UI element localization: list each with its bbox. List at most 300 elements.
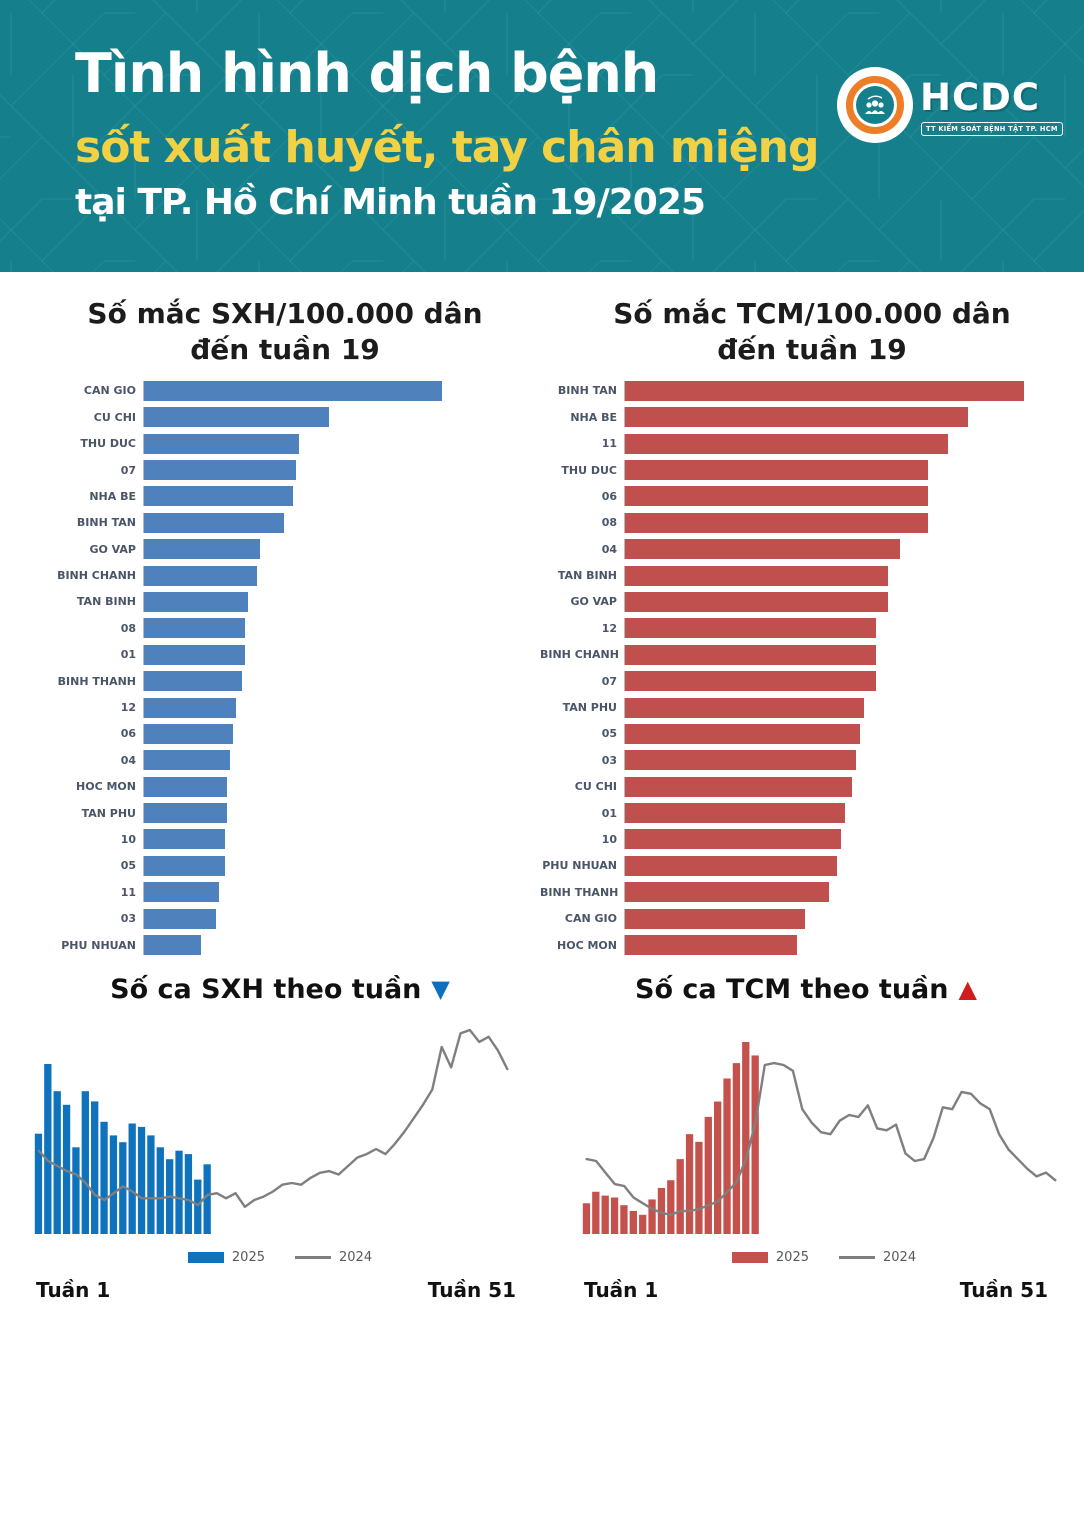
bar-track bbox=[624, 777, 1084, 797]
pattern-line bbox=[786, 44, 848, 106]
district-bar bbox=[625, 381, 1024, 401]
legend-2024-label: 2024 bbox=[339, 1250, 373, 1265]
bar-row bbox=[30, 932, 540, 958]
bar-row bbox=[30, 800, 540, 826]
x-axis-start-label: Tuần 1 bbox=[36, 1278, 111, 1302]
sxh-weekly-legend bbox=[30, 1250, 530, 1265]
district-bar bbox=[144, 434, 299, 454]
bar-track bbox=[624, 566, 1084, 586]
weekly-case-bar-2025 bbox=[147, 1135, 154, 1234]
pattern-line bbox=[0, 168, 42, 230]
bar-row bbox=[540, 826, 1084, 852]
district-label: 01 bbox=[601, 806, 617, 820]
pattern-line bbox=[228, 230, 290, 272]
district-bar bbox=[625, 460, 928, 480]
district-bar bbox=[625, 882, 829, 902]
pattern-line bbox=[476, 230, 538, 272]
district-bar bbox=[144, 460, 296, 480]
pattern-line bbox=[910, 0, 972, 44]
legend-2025-label: 2025 bbox=[231, 1250, 265, 1265]
bar-track bbox=[143, 882, 540, 902]
district-bar bbox=[625, 698, 864, 718]
bar-row bbox=[540, 642, 1084, 668]
district-label: GO VAP bbox=[89, 542, 136, 556]
bar-row bbox=[540, 668, 1084, 694]
legend-2025-bar-swatch bbox=[732, 1252, 768, 1263]
weekly-case-bar-2025 bbox=[138, 1127, 145, 1234]
bar-row bbox=[30, 826, 540, 852]
district-label: 04 bbox=[120, 753, 136, 767]
bar-track bbox=[624, 618, 1084, 638]
tcm-weekly-x-axis bbox=[584, 1278, 1048, 1302]
bar-track bbox=[624, 434, 1084, 454]
weekly-case-bar-2025 bbox=[630, 1211, 637, 1234]
bar-row bbox=[30, 879, 540, 905]
bar-track bbox=[143, 829, 540, 849]
weekly-case-bar-2025 bbox=[100, 1122, 107, 1234]
legend-2025-bar-swatch bbox=[188, 1252, 224, 1263]
pattern-line bbox=[352, 230, 414, 272]
bar-track bbox=[624, 381, 1084, 401]
bar-row bbox=[30, 378, 540, 404]
x-axis-end-label: Tuần 51 bbox=[427, 1278, 516, 1302]
district-bar bbox=[144, 935, 201, 955]
district-label: 12 bbox=[601, 621, 617, 635]
pattern-line bbox=[724, 44, 786, 106]
district-label: 11 bbox=[601, 437, 617, 451]
bar-row bbox=[540, 430, 1084, 456]
legend-2025-label: 2025 bbox=[775, 1250, 809, 1265]
bar-row bbox=[540, 721, 1084, 747]
tcm-weekly-legend bbox=[556, 1250, 1084, 1265]
district-label: THU DUC bbox=[80, 437, 136, 451]
legend-2024-label: 2024 bbox=[883, 1250, 917, 1265]
pattern-line bbox=[972, 0, 1034, 44]
bar-row bbox=[30, 562, 540, 588]
weekly-case-bar-2025 bbox=[686, 1134, 693, 1234]
weekly-case-bar-2025 bbox=[54, 1091, 61, 1234]
district-label: 07 bbox=[120, 463, 136, 477]
weekly-case-bar-2025 bbox=[129, 1124, 136, 1235]
bar-row bbox=[540, 879, 1084, 905]
pattern-line bbox=[848, 230, 910, 272]
pattern-line bbox=[724, 0, 786, 44]
bar-track bbox=[143, 671, 540, 691]
district-bar bbox=[144, 513, 284, 533]
weekly-case-bar-2025 bbox=[733, 1063, 740, 1234]
district-bar bbox=[625, 909, 805, 929]
weekly-case-bar-2025 bbox=[639, 1215, 646, 1234]
bar-row bbox=[30, 694, 540, 720]
district-bar bbox=[144, 671, 242, 691]
x-axis-end-label: Tuần 51 bbox=[959, 1278, 1048, 1302]
bar-track bbox=[624, 856, 1084, 876]
tcm-rate-title-line2: đến tuần 19 bbox=[717, 332, 907, 366]
district-bar bbox=[625, 829, 841, 849]
bar-row bbox=[30, 589, 540, 615]
bar-row bbox=[30, 747, 540, 773]
sxh-weekly-chart bbox=[34, 1026, 512, 1238]
pattern-line bbox=[104, 0, 166, 44]
district-label: TAN BINH bbox=[557, 569, 617, 583]
pattern-line bbox=[786, 230, 848, 272]
district-bar bbox=[625, 407, 968, 427]
district-bar bbox=[144, 909, 216, 929]
district-bar bbox=[625, 671, 876, 691]
pattern-line bbox=[104, 230, 166, 272]
district-bar bbox=[144, 566, 257, 586]
weekly-case-bar-2025 bbox=[752, 1055, 759, 1234]
bar-row bbox=[540, 932, 1084, 958]
district-label: CAN GIO bbox=[83, 384, 136, 398]
weekly-case-bar-2025 bbox=[157, 1147, 164, 1234]
bar-track bbox=[624, 698, 1084, 718]
district-bar bbox=[144, 486, 293, 506]
district-bar bbox=[144, 645, 245, 665]
tcm-weekly-title bbox=[556, 974, 1056, 1005]
bar-row bbox=[30, 510, 540, 536]
bar-track bbox=[143, 539, 540, 559]
pattern-line bbox=[0, 0, 42, 44]
district-bar bbox=[625, 856, 837, 876]
district-label: 04 bbox=[601, 542, 617, 556]
district-bar bbox=[625, 750, 856, 770]
bar-row bbox=[540, 404, 1084, 430]
pattern-line bbox=[662, 44, 724, 106]
district-label: TAN PHU bbox=[562, 701, 617, 715]
district-label: NHA BE bbox=[89, 489, 136, 503]
district-label: CU CHI bbox=[93, 410, 136, 424]
hcdc-emblem-ring bbox=[846, 76, 904, 134]
bar-row bbox=[30, 905, 540, 931]
weekly-case-bar-2025 bbox=[82, 1091, 89, 1234]
page-subtitle-location-week: tại TP. Hồ Chí Minh tuần 19/2025 bbox=[75, 182, 705, 223]
bar-row bbox=[540, 747, 1084, 773]
district-bar bbox=[144, 882, 219, 902]
district-label: 06 bbox=[120, 727, 136, 741]
bar-track bbox=[624, 882, 1084, 902]
tcm-weekly-chart bbox=[582, 1026, 1060, 1238]
pattern-line bbox=[0, 106, 42, 168]
bar-track bbox=[143, 750, 540, 770]
district-label: BINH CHANH bbox=[57, 569, 136, 583]
pattern-line bbox=[0, 230, 42, 272]
bar-track bbox=[624, 724, 1084, 744]
bar-row bbox=[540, 457, 1084, 483]
pattern-line bbox=[538, 0, 600, 44]
hcdc-emblem-core bbox=[856, 86, 894, 124]
bar-track bbox=[624, 645, 1084, 665]
district-bar bbox=[625, 777, 852, 797]
weekly-case-bar-2025 bbox=[175, 1151, 182, 1234]
weekly-case-bar-2025 bbox=[592, 1192, 599, 1234]
pattern-line bbox=[476, 0, 538, 44]
bar-row bbox=[30, 642, 540, 668]
sxh-rate-title-line1: Số mắc SXH/100.000 dân bbox=[87, 297, 483, 330]
bar-track bbox=[143, 777, 540, 797]
weekly-case-bar-2025 bbox=[194, 1180, 201, 1234]
pattern-line bbox=[1034, 168, 1084, 230]
tcm-rate-rows bbox=[540, 378, 1084, 959]
district-label: 11 bbox=[120, 885, 136, 899]
weekly-case-bar-2025 bbox=[72, 1147, 79, 1234]
weekly-case-bar-2025 bbox=[611, 1198, 618, 1234]
hcdc-logo-text: HCDC bbox=[920, 76, 1040, 119]
district-label: 10 bbox=[120, 832, 136, 846]
district-label: NHA BE bbox=[570, 410, 617, 424]
weekly-case-bar-2025 bbox=[695, 1142, 702, 1234]
pattern-line bbox=[910, 168, 972, 230]
district-label: 12 bbox=[120, 701, 136, 715]
weekly-case-bar-2025 bbox=[602, 1196, 609, 1234]
bar-track bbox=[624, 592, 1084, 612]
bar-track bbox=[624, 486, 1084, 506]
bar-row bbox=[30, 721, 540, 747]
district-bar bbox=[625, 935, 797, 955]
sxh-rate-chart bbox=[30, 296, 540, 986]
bar-row bbox=[540, 562, 1084, 588]
pattern-line bbox=[414, 230, 476, 272]
pattern-line bbox=[1034, 230, 1084, 272]
page-title: Tình hình dịch bệnh bbox=[75, 42, 659, 105]
district-label: TAN PHU bbox=[81, 806, 136, 820]
tcm-weekly-title-text: Số ca TCM theo tuần bbox=[635, 974, 949, 1005]
bar-track bbox=[624, 671, 1084, 691]
bar-track bbox=[143, 724, 540, 744]
hcdc-logo bbox=[840, 70, 1070, 160]
district-label: HOC MON bbox=[557, 938, 617, 952]
bar-row bbox=[30, 668, 540, 694]
bar-row bbox=[540, 905, 1084, 931]
bar-track bbox=[624, 539, 1084, 559]
pattern-line bbox=[662, 230, 724, 272]
weekly-case-bar-2025 bbox=[110, 1135, 117, 1234]
page-subtitle-diseases: sốt xuất huyết, tay chân miệng bbox=[75, 122, 819, 173]
weekly-case-line-2024 bbox=[39, 1030, 508, 1207]
district-bar bbox=[144, 803, 227, 823]
hcdc-emblem bbox=[840, 70, 910, 140]
tcm-rate-title-line1: Số mắc TCM/100.000 dân bbox=[613, 297, 1011, 330]
sxh-weekly-title bbox=[30, 974, 530, 1005]
people-icon bbox=[860, 90, 890, 120]
pattern-line bbox=[600, 0, 662, 44]
district-label: 08 bbox=[120, 621, 136, 635]
pattern-line bbox=[166, 0, 228, 44]
district-label: BINH TAN bbox=[557, 384, 617, 398]
district-bar bbox=[625, 539, 900, 559]
district-label: BINH CHANH bbox=[540, 648, 619, 662]
district-label: 05 bbox=[601, 727, 617, 741]
sxh-weekly-title-text: Số ca SXH theo tuần bbox=[110, 974, 422, 1005]
weekly-case-bar-2025 bbox=[667, 1180, 674, 1234]
district-label: GO VAP bbox=[570, 595, 617, 609]
bar-row bbox=[540, 589, 1084, 615]
pattern-line bbox=[848, 0, 910, 44]
bar-track bbox=[143, 486, 540, 506]
sxh-weekly-x-axis bbox=[36, 1278, 516, 1302]
district-label: 06 bbox=[601, 489, 617, 503]
weekly-case-bar-2025 bbox=[742, 1042, 749, 1234]
district-label: CU CHI bbox=[574, 780, 617, 794]
bar-row bbox=[540, 615, 1084, 641]
bar-track bbox=[143, 407, 540, 427]
weekly-case-bar-2025 bbox=[35, 1134, 42, 1234]
sxh-rate-title-line2: đến tuần 19 bbox=[190, 332, 380, 366]
pattern-line bbox=[1034, 0, 1084, 44]
pattern-line bbox=[166, 230, 228, 272]
weekly-case-bar-2025 bbox=[91, 1101, 98, 1234]
trend-down-icon: ▼ bbox=[431, 975, 450, 1003]
pattern-line bbox=[538, 230, 600, 272]
district-bar bbox=[144, 724, 233, 744]
pattern-line bbox=[228, 0, 290, 44]
bar-row bbox=[30, 853, 540, 879]
bar-track bbox=[143, 803, 540, 823]
weekly-case-bar-2025 bbox=[583, 1203, 590, 1234]
bar-track bbox=[143, 381, 540, 401]
weekly-case-bar-2025 bbox=[185, 1154, 192, 1234]
district-label: CAN GIO bbox=[564, 912, 617, 926]
sxh-rate-chart-title bbox=[30, 296, 540, 368]
pattern-line bbox=[724, 230, 786, 272]
district-bar bbox=[625, 803, 845, 823]
pattern-line bbox=[290, 0, 352, 44]
bar-track bbox=[624, 803, 1084, 823]
district-label: 03 bbox=[601, 753, 617, 767]
header-banner bbox=[0, 0, 1084, 272]
bar-track bbox=[143, 698, 540, 718]
district-label: 07 bbox=[601, 674, 617, 688]
bar-row bbox=[540, 378, 1084, 404]
district-bar bbox=[625, 486, 928, 506]
pattern-line bbox=[972, 168, 1034, 230]
pattern-line bbox=[848, 168, 910, 230]
bar-track bbox=[143, 645, 540, 665]
weekly-case-bar-2025 bbox=[714, 1102, 721, 1234]
bar-row bbox=[30, 404, 540, 430]
district-label: PHU NHUAN bbox=[61, 938, 136, 952]
bar-row bbox=[30, 483, 540, 509]
district-bar bbox=[625, 724, 860, 744]
weekly-case-bar-2025 bbox=[620, 1205, 627, 1234]
bar-track bbox=[624, 750, 1084, 770]
x-axis-start-label: Tuần 1 bbox=[584, 1278, 659, 1302]
district-bar bbox=[144, 407, 329, 427]
district-label: 03 bbox=[120, 912, 136, 926]
district-label: TAN BINH bbox=[76, 595, 136, 609]
bar-row bbox=[30, 457, 540, 483]
pattern-line bbox=[786, 0, 848, 44]
pattern-line bbox=[910, 230, 972, 272]
district-bar bbox=[625, 645, 876, 665]
pattern-line bbox=[42, 230, 104, 272]
hcdc-logo-tagline: TT KIỂM SOÁT BỆNH TẬT TP. HCM bbox=[921, 122, 1063, 136]
district-bar bbox=[144, 381, 442, 401]
district-label: BINH THANH bbox=[540, 885, 619, 899]
bar-track bbox=[624, 829, 1084, 849]
district-bar bbox=[144, 592, 248, 612]
pattern-line bbox=[786, 168, 848, 230]
district-bar bbox=[625, 513, 928, 533]
bar-row bbox=[540, 536, 1084, 562]
bar-track bbox=[624, 407, 1084, 427]
district-label: HOC MON bbox=[76, 780, 136, 794]
bar-row bbox=[540, 694, 1084, 720]
bar-track bbox=[143, 856, 540, 876]
bar-track bbox=[143, 592, 540, 612]
legend-2024-line-swatch bbox=[295, 1256, 331, 1259]
legend-2024-line-swatch bbox=[839, 1256, 875, 1259]
district-bar bbox=[625, 592, 888, 612]
district-bar bbox=[144, 539, 260, 559]
bar-track bbox=[143, 935, 540, 955]
bar-track bbox=[624, 909, 1084, 929]
bar-track bbox=[624, 935, 1084, 955]
bar-track bbox=[624, 460, 1084, 480]
pattern-line bbox=[724, 168, 786, 230]
weekly-case-bar-2025 bbox=[44, 1064, 51, 1234]
pattern-line bbox=[352, 0, 414, 44]
pattern-line bbox=[414, 0, 476, 44]
bar-row bbox=[540, 800, 1084, 826]
bar-row bbox=[540, 510, 1084, 536]
bar-row bbox=[30, 774, 540, 800]
district-label: 10 bbox=[601, 832, 617, 846]
district-bar bbox=[625, 618, 876, 638]
bar-row bbox=[30, 430, 540, 456]
bar-row bbox=[30, 536, 540, 562]
district-bar bbox=[625, 434, 948, 454]
weekly-case-bar-2025 bbox=[648, 1199, 655, 1234]
district-label: BINH THANH bbox=[57, 674, 136, 688]
district-label: 08 bbox=[601, 516, 617, 530]
district-label: PHU NHUAN bbox=[542, 859, 617, 873]
district-bar bbox=[144, 698, 236, 718]
district-bar bbox=[144, 856, 225, 876]
bar-track bbox=[143, 909, 540, 929]
bar-track bbox=[143, 618, 540, 638]
weekly-case-bar-2025 bbox=[677, 1159, 684, 1234]
weekly-case-bar-2025 bbox=[705, 1117, 712, 1234]
tcm-rate-chart bbox=[540, 296, 1084, 986]
bar-track bbox=[143, 460, 540, 480]
pattern-line bbox=[0, 44, 42, 106]
district-label: THU DUC bbox=[561, 463, 617, 477]
weekly-case-bar-2025 bbox=[723, 1078, 730, 1234]
bar-row bbox=[540, 483, 1084, 509]
bar-track bbox=[624, 513, 1084, 533]
tcm-rate-chart-title bbox=[540, 296, 1084, 368]
district-bar bbox=[625, 566, 888, 586]
district-label: 01 bbox=[120, 648, 136, 662]
pattern-line bbox=[290, 230, 352, 272]
bar-row bbox=[540, 774, 1084, 800]
sxh-rate-rows bbox=[30, 378, 540, 959]
pattern-line bbox=[972, 230, 1034, 272]
bar-track bbox=[143, 566, 540, 586]
district-bar bbox=[144, 829, 225, 849]
pattern-line bbox=[42, 0, 104, 44]
bar-row bbox=[30, 615, 540, 641]
bar-track bbox=[143, 434, 540, 454]
pattern-line bbox=[600, 230, 662, 272]
pattern-line bbox=[662, 0, 724, 44]
district-label: 05 bbox=[120, 859, 136, 873]
district-label: BINH TAN bbox=[76, 516, 136, 530]
bar-track bbox=[143, 513, 540, 533]
bar-row bbox=[540, 853, 1084, 879]
district-bar bbox=[144, 750, 230, 770]
